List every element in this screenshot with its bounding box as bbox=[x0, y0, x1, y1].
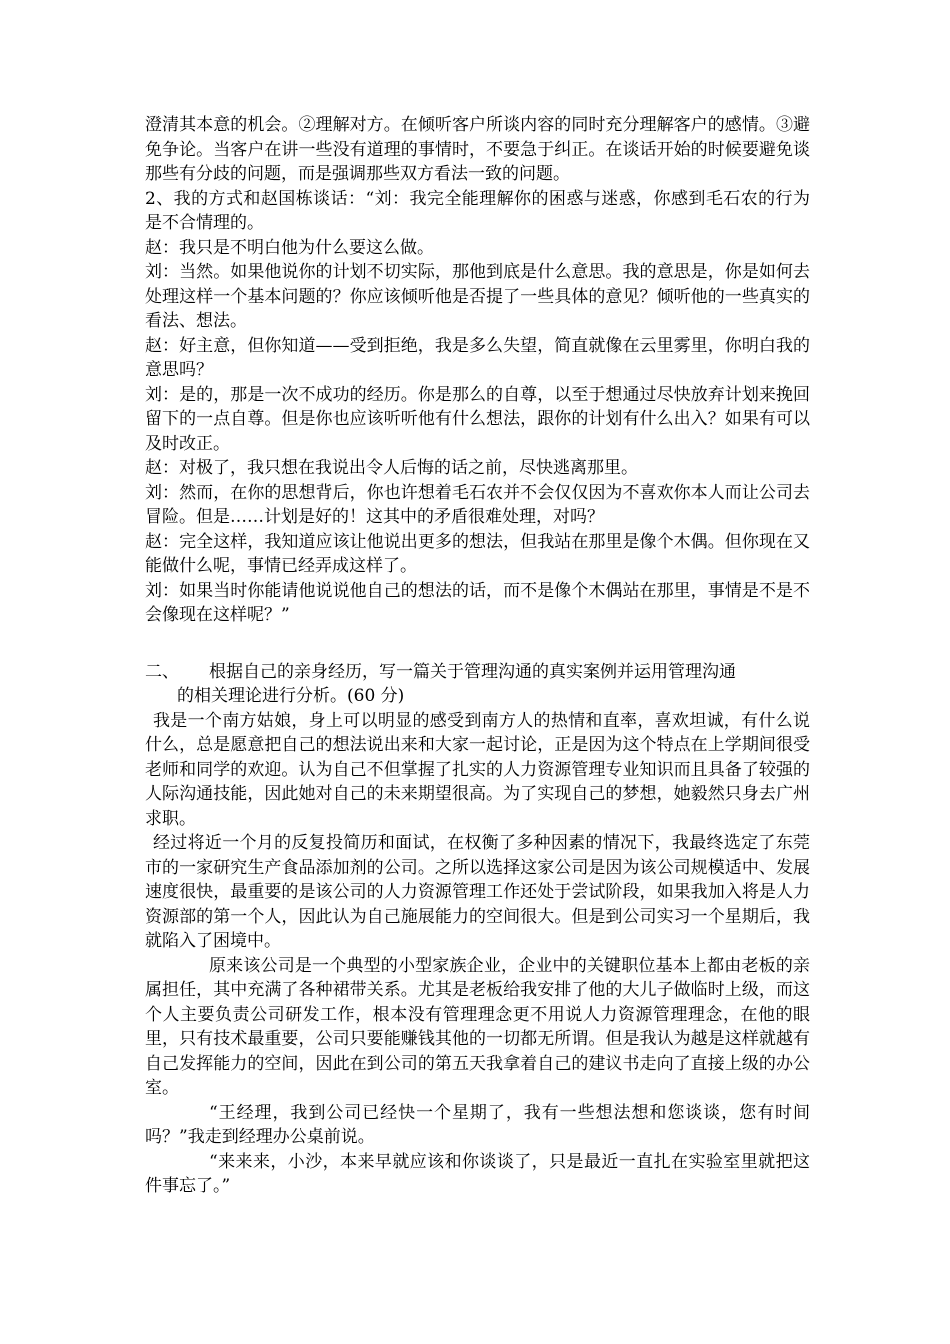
paragraph: 原来该公司是一个典型的小型家族企业，企业中的关键职位基本上都由老板的亲属担任，其中充满了各种裙带关系。尤其是老板给我安排了他的大儿子做临时上级，而这个人主要负责公司研发工作，根本没有管理理念更不用说人力资源管理理念，在他的眼里，只有技术最重要，公司只要能赚钱其他的一切都无所谓。但是我认为越是这样就越有自己发挥能力的空间，因此在到公司的第五天我拿着自己的建议书走向了直接上级的办公室。 bbox=[145, 955, 810, 1098]
spacer bbox=[145, 628, 810, 660]
paragraph: “来来来，小沙，本来早就应该和你谈谈了，只是最近一直扎在实验室里就把这件事忘了。” bbox=[145, 1151, 810, 1196]
section-heading-line1: 根据自己的亲身经历，写一篇关于管理沟通的真实案例并运用管理沟通 bbox=[209, 661, 736, 682]
paragraph: 刘：然而，在你的思想背后，你也许想着毛石农并不会仅仅因为不喜欢你本人而让公司去冒险。但是……计划是好的！这其中的矛盾很难处理，对吗？ bbox=[145, 482, 810, 527]
document-page bbox=[145, 113, 810, 1199]
paragraph: 2、我的方式和赵国栋谈话：“刘：我完全能理解你的困惑与迷惑，你感到毛石农的行为是不合情理的。 bbox=[145, 188, 810, 233]
paragraph: 刘：是的，那是一次不成功的经历。你是那么的自尊，以至于想通过尽快放弃计划来挽回留下的一点自尊。但是你也应该听听他有什么想法，跟你的计划有什么出入？如果有可以及时改正。 bbox=[145, 384, 810, 454]
paragraph: “王经理，我到公司已经快一个星期了，我有一些想法想和您谈谈，您有时间吗？”我走到经理办公桌前说。 bbox=[145, 1102, 810, 1147]
paragraph: 赵：对极了，我只想在我说出令人后悔的话之前，尽快逃离那里。 bbox=[145, 458, 638, 478]
section-number: 二、 bbox=[145, 661, 179, 682]
section-heading bbox=[145, 660, 810, 685]
paragraph: 我是一个南方姑娘，身上可以明显的感受到南方人的热情和直率，喜欢坦诚，有什么说什么，总是愿意把自己的想法说出来和大家一起讨论，正是因为这个特点在上学期间很受老师和同学的欢迎。认为自己不但掌握了扎实的人力资源管理专业知识而且具备了较强的人际沟通技能，因此她对自己的未来期望很高。为了实现自己的梦想，她毅然只身去广州求职。 bbox=[145, 710, 810, 829]
paragraph: 赵：我只是不明白他为什么要这么做。 bbox=[145, 237, 434, 258]
paragraph: 澄清其本意的机会。②理解对方。在倾听客户所谈内容的同时充分理解客户的感情。③避免争论。当客户在讲一些没有道理的事情时，不要急于纠正。在谈话开始的时候要避免谈那些有分歧的问题，而是强调那些双方看法一致的问题。 bbox=[145, 115, 810, 184]
paragraph: 赵：好主意，但你知道——受到拒绝，我是多么失望，简直就像在云里雾里，你明白我的意思吗？ bbox=[145, 335, 810, 380]
paragraph: 刘：如果当时你能请他说说他自己的想法的话，而不是像个木偶站在那里，事情是不是不会像现在这样呢？” bbox=[145, 580, 810, 625]
paragraph: 赵：完全这样，我知道应该让他说出更多的想法，但我站在那里是像个木偶。但你现在又能做什么呢，事情已经弄成这样了。 bbox=[145, 531, 810, 576]
paragraph: 刘：当然。如果他说你的计划不切实际，那他到底是什么意思。我的意思是，你是如何去处理这样一个基本问题的？你应该倾听他是否提了一些具体的意见？倾听他的一些真实的看法、想法。 bbox=[145, 262, 810, 331]
paragraph: 经过将近一个月的反复投简历和面试，在权衡了多种因素的情况下，我最终选定了东莞市的一家研究生产食品添加剂的公司。之所以选择这家公司是因为该公司规模适中、发展速度很快，最重要的是该公司的人力资源管理工作还处于尝试阶段，如果我加入将是人力资源部的第一个人，因此认为自己施展能力的空间很大。但是到公司实习一个星期后，我就陷入了困境中。 bbox=[145, 833, 810, 951]
section-heading-line2: 的相关理论进行分析。(60 分) bbox=[177, 686, 405, 706]
